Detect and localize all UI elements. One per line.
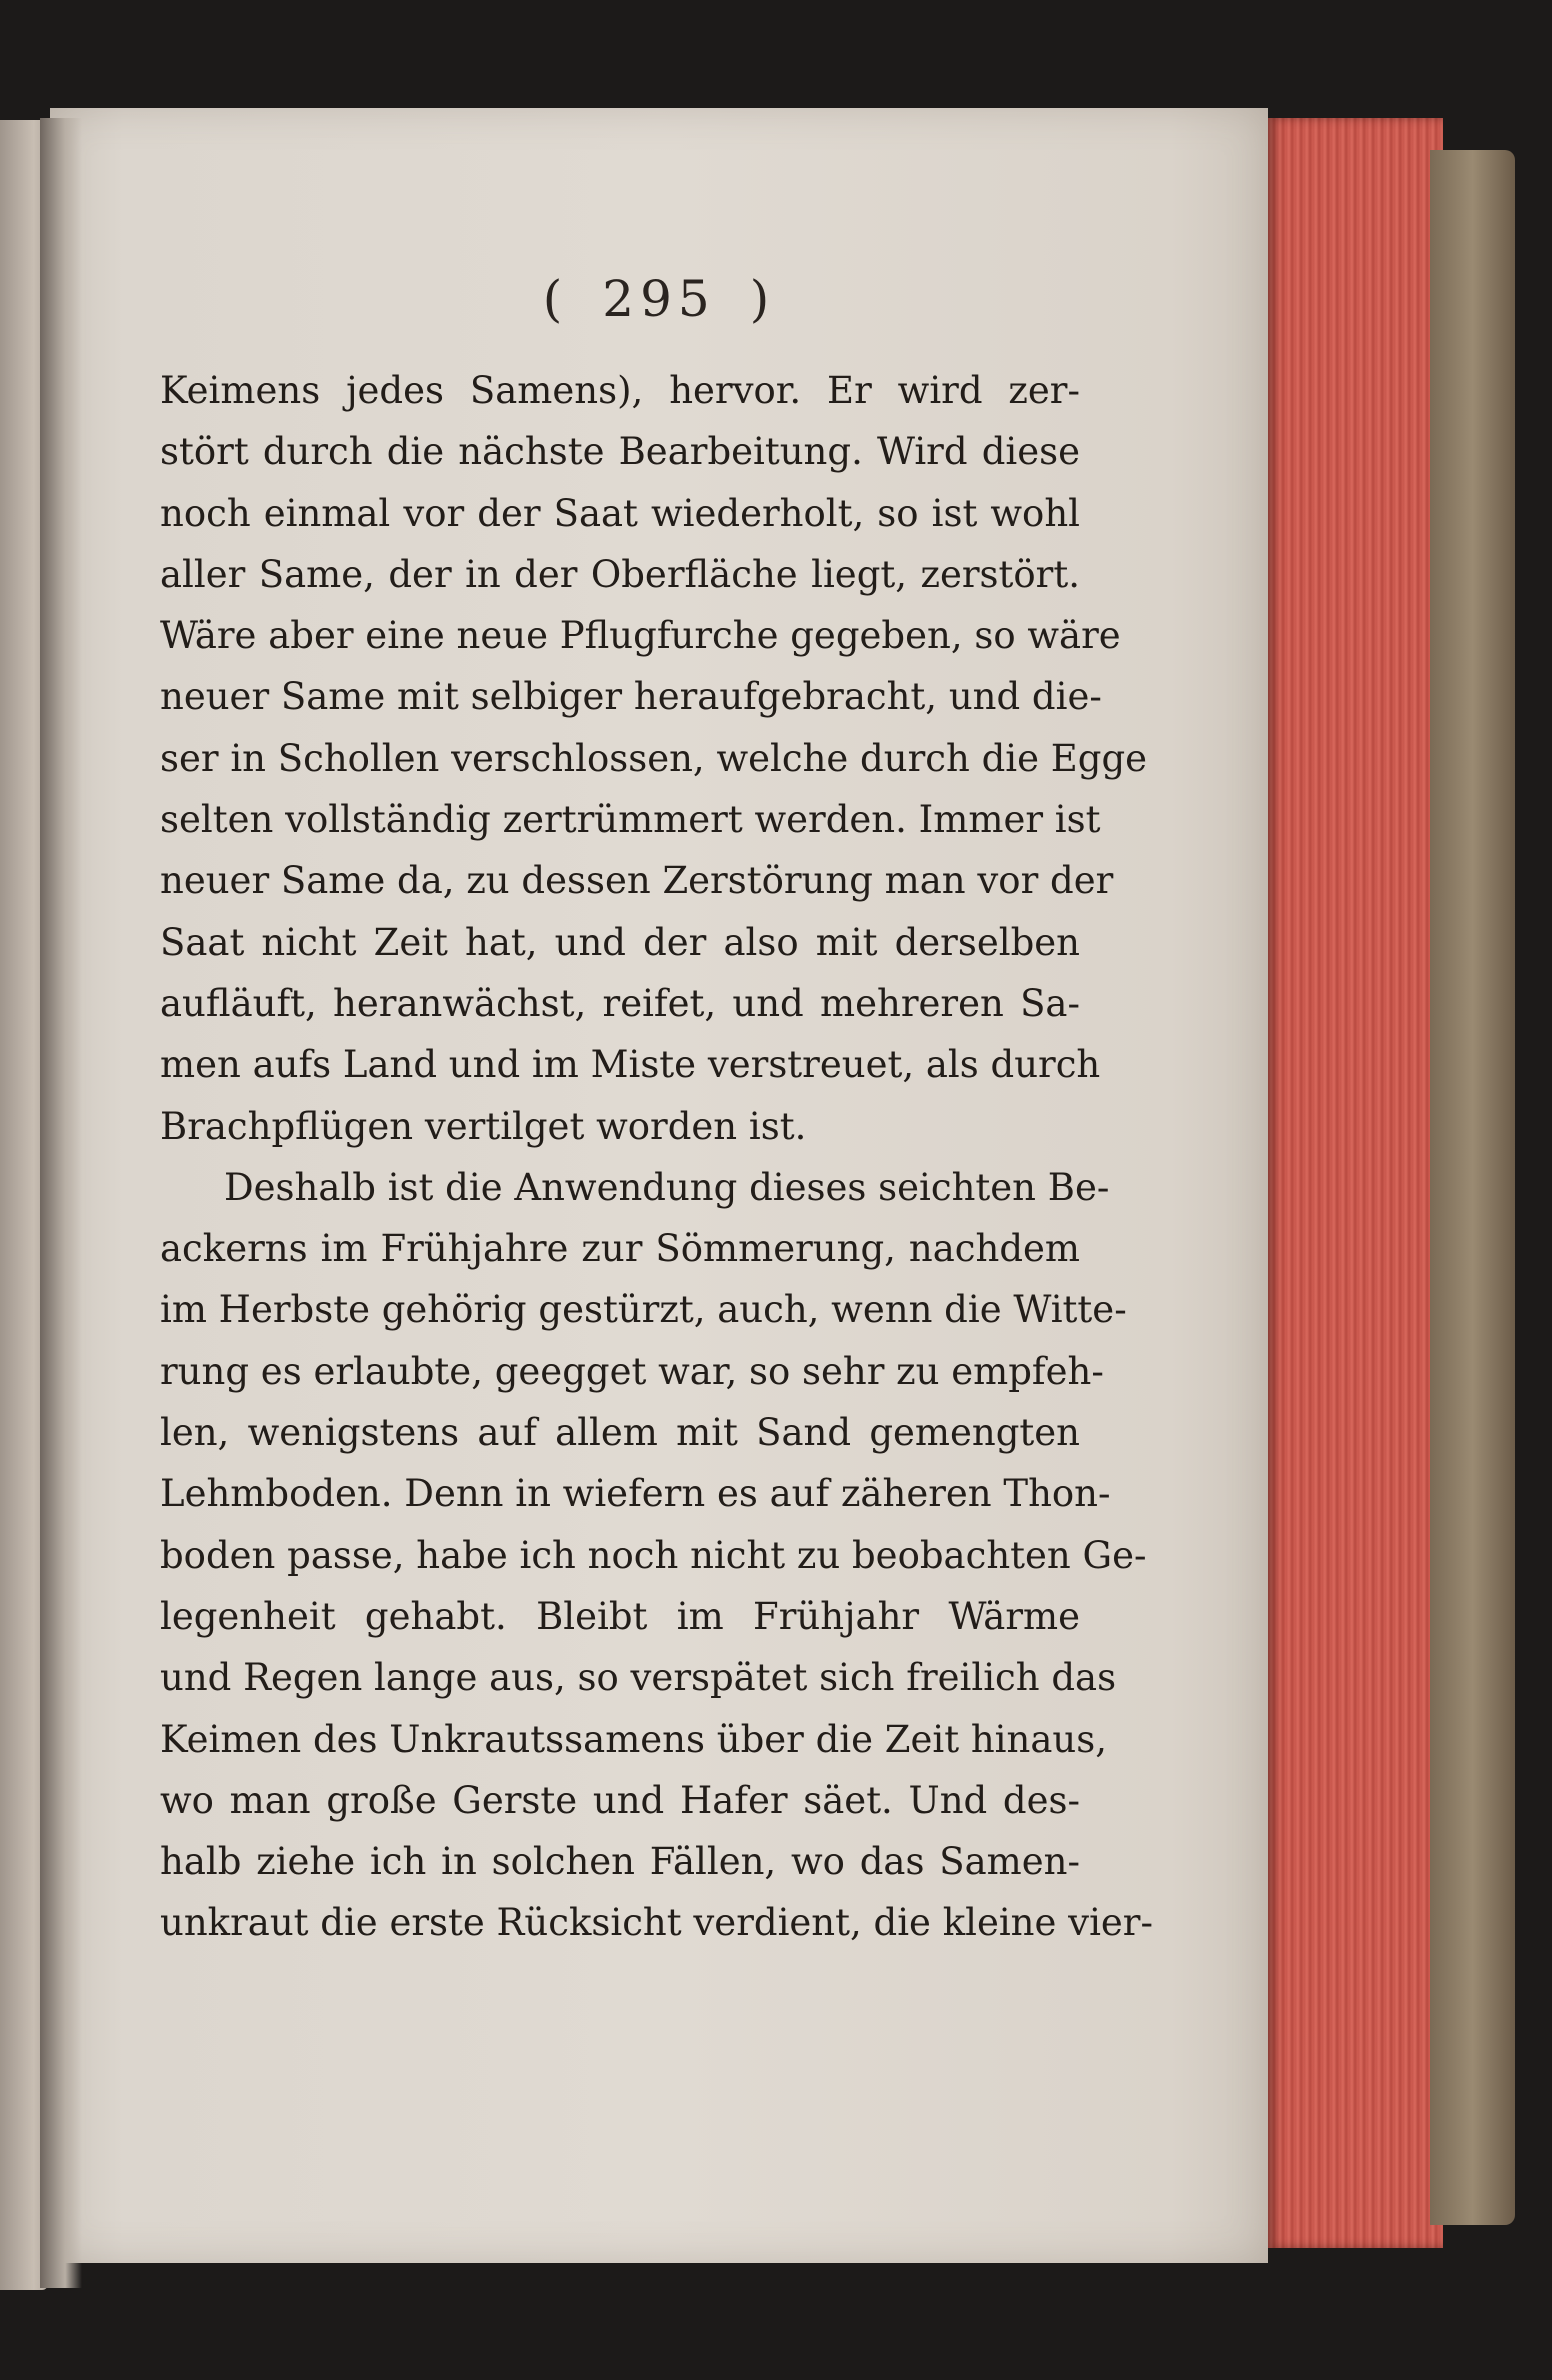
- text-line: Keimen des Unkrautssamens über die Zeit hinaus,: [160, 1717, 1107, 1761]
- gutter-shadow: [40, 118, 82, 2288]
- text-line: Wäre aber eine neue Pflugfurche gegeben, so wäre: [160, 614, 1121, 658]
- close-paren: ): [749, 270, 776, 328]
- body-text: [160, 360, 1153, 1954]
- open-paren: (: [542, 270, 569, 328]
- text-line: selten vollständig zertrümmert werden. Immer ist: [160, 798, 1101, 842]
- text-line: Lehmboden. Denn in wiefern es auf zäheren Thon-: [160, 1472, 1111, 1516]
- text-line: aufläuft, heranwächst, reifet, und mehreren Sa-: [160, 981, 1080, 1025]
- text-line: unkraut die erste Rücksicht verdient, die kleine vier-: [160, 1901, 1153, 1945]
- text-line: legenheit gehabt. Bleibt im Frühjahr Wärme: [160, 1594, 1080, 1638]
- text-line: im Herbste gehörig gestürzt, auch, wenn die Witte-: [160, 1288, 1127, 1332]
- text-line: rung es erlaubte, geegget war, so sehr zu empfeh-: [160, 1349, 1104, 1393]
- book-cover-edge: [1430, 150, 1515, 2225]
- text-line: halb ziehe ich in solchen Fällen, wo das Samen-: [160, 1840, 1080, 1884]
- paragraph-start-line: Deshalb ist die Anwendung dieses seichten Be-: [224, 1165, 1110, 1209]
- text-line: ackerns im Frühjahre zur Sömmerung, nachdem: [160, 1227, 1080, 1271]
- red-page-edges: [1268, 118, 1443, 2248]
- text-line: men aufs Land und im Miste verstreuet, als durch: [160, 1043, 1101, 1087]
- text-line: Saat nicht Zeit hat, und der also mit derselben: [160, 920, 1080, 964]
- text-line: aller Same, der in der Oberfläche liegt, zerstört.: [160, 552, 1080, 596]
- text-line: stört durch die nächste Bearbeitung. Wird diese: [160, 430, 1080, 474]
- page-number: 295: [602, 270, 716, 328]
- text-line: neuer Same mit selbiger heraufgebracht, und die-: [160, 675, 1102, 719]
- text-line: Keimens jedes Samens), hervor. Er wird zer-: [160, 369, 1080, 412]
- page-header: [50, 270, 1268, 328]
- text-line: len, wenigstens auf allem mit Sand gemengten: [160, 1411, 1080, 1455]
- paragraph-end-line: Brachpflügen vertilget worden ist.: [160, 1104, 807, 1148]
- text-line: noch einmal vor der Saat wiederholt, so ist wohl: [160, 491, 1080, 535]
- text-line: neuer Same da, zu dessen Zerstörung man vor der: [160, 859, 1114, 903]
- text-line: und Regen lange aus, so verspätet sich freilich das: [160, 1656, 1117, 1700]
- text-line: boden passe, habe ich noch nicht zu beobachten Ge-: [160, 1533, 1147, 1577]
- text-line: wo man große Gerste und Hafer säet. Und des-: [160, 1778, 1080, 1822]
- text-line: ser in Schollen verschlossen, welche durch die Egge: [160, 736, 1148, 780]
